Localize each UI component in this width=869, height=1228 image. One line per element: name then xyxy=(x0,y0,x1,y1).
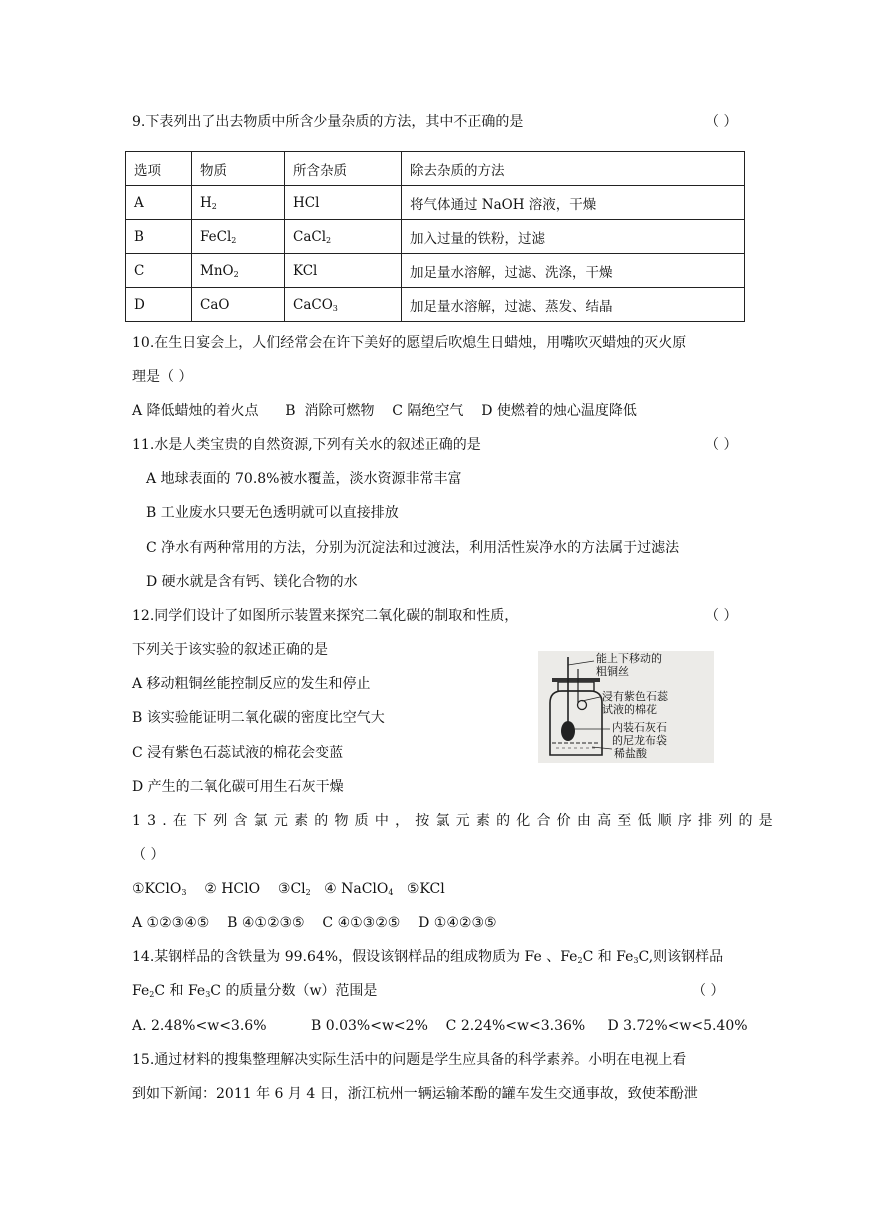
q12-option-a: A 移动粗铜丝能控制反应的发生和停止 xyxy=(132,676,371,692)
q11-option-c: C 净水有两种常用的方法，分别为沉淀法和过渡法，利用活性炭净水的方法属于过滤法 xyxy=(146,540,680,556)
q12-stem: 12.同学们设计了如图所示装置来探究二氧化碳的制取和性质， xyxy=(132,608,519,624)
table-row xyxy=(126,220,745,254)
row-impurity: CaCO$_3$ xyxy=(285,288,402,322)
q10-stem-line1: 10.在生日宴会上，人们经常会在许下美好的愿望后吹熄生日蜡烛，用嘴吹灭蜡烛的灭火原 xyxy=(132,335,687,351)
row-option: A xyxy=(126,186,192,220)
q12-stem-line2: 下列关于该实验的叙述正确的是 xyxy=(132,642,328,658)
q9-answer-paren: （ ） xyxy=(705,114,738,130)
q13-stem: 13.在下列含氯元素的物质中，按氯元素的化合价由高至低顺序排列的是 xyxy=(132,813,779,829)
q10-options: A 降低蜡烛的着火点 B 消除可燃物 C 隔绝空气 D 使燃着的烛心温度降低 xyxy=(132,403,637,419)
q12-option-c: C 浸有紫色石蕊试液的棉花会变蓝 xyxy=(132,745,344,761)
label-wire-2: 粗铜丝 xyxy=(596,665,629,678)
label-acid: 稀盐酸 xyxy=(614,747,647,760)
table-header-row xyxy=(126,152,745,186)
row-method: 加足量水溶解，过滤、蒸发、结晶 xyxy=(402,288,745,322)
limestone-bag xyxy=(561,721,575,741)
q11-option-a: A 地球表面的 70.8%被水覆盖，淡水资源非常丰富 xyxy=(146,471,462,487)
row-substance: MnO$_2$ xyxy=(192,254,285,288)
row-option: C xyxy=(126,254,192,288)
q10-stem-line2: 理是（ ） xyxy=(132,369,193,385)
header-method: 除去杂质的方法 xyxy=(402,152,745,186)
q13-answer-paren: （ ） xyxy=(132,847,165,863)
q12-answer-paren: （ ） xyxy=(705,608,738,624)
q11-option-d: D 硬水就是含有钙、镁化合物的水 xyxy=(146,574,358,590)
row-substance: $H_2$ xyxy=(192,186,285,220)
q14-answer-paren: （ ） xyxy=(692,983,725,999)
q9-stem: 9.下表列出了出去物质中所含少量杂质的方法，其中不正确的是 xyxy=(132,114,524,130)
q11-option-b: B 工业废水只要无色透明就可以直接排放 xyxy=(146,505,399,521)
q12-option-b: B 该实验能证明二氧化碳的密度比空气大 xyxy=(132,710,385,726)
q12-option-d: D 产生的二氧化碳可用生石灰干燥 xyxy=(132,779,344,795)
header-impurity: 所含杂质 xyxy=(285,152,402,186)
table-row xyxy=(126,254,745,288)
row-method: 加足量水溶解，过滤、洗涤，干燥 xyxy=(402,254,745,288)
row-method: 将气体通过 NaOH 溶液，干燥 xyxy=(402,186,745,220)
header-option: 选项 xyxy=(126,152,192,186)
row-substance: FeCl$_2$ xyxy=(192,220,285,254)
row-option: B xyxy=(126,220,192,254)
row-option: D xyxy=(126,288,192,322)
table-row xyxy=(126,288,745,322)
apparatus-figure xyxy=(538,651,714,763)
q13-substances: ①KClO$_3$ ② HClO $③Cl_2$ ④ NaClO$_4$ ⑤KCl xyxy=(132,881,445,897)
q11-answer-paren: （ ） xyxy=(705,437,738,453)
q9-table xyxy=(125,151,745,322)
row-impurity: HCl xyxy=(285,186,402,220)
label-bag-2: 的尼龙布袋 xyxy=(612,734,667,747)
q14-stem-line2: $Fe_2C$ 和 $Fe_3C$ 的质量分数（w）范围是 xyxy=(132,983,378,999)
q13-options: A ①②③④⑤ B ④①②③⑤ C ④①③②⑤ D ①④②③⑤ xyxy=(132,915,497,931)
q15-stem-line1: 15.通过材料的搜集整理解决实际生活中的问题是学生应具备的科学素养。小明在电视上看 xyxy=(132,1052,687,1068)
label-wire-1: 能上下移动的 xyxy=(596,652,662,665)
label-cotton-2: 试液的棉花 xyxy=(602,703,657,716)
q14-stem-line1: 14.某钢样品的含铁量为 99.64%，假设该钢样品的组成物质为 Fe 、$Fe_2C$ 和 $Fe_3C$,则该钢样品 xyxy=(132,949,724,965)
header-substance: 物质 xyxy=(192,152,285,186)
row-method: 加入过量的铁粉，过滤 xyxy=(402,220,745,254)
row-impurity: CaCl$_2$ xyxy=(285,220,402,254)
stopper xyxy=(552,678,600,682)
q15-stem-line2: 到如下新闻：2011 年 6 月 4 日，浙江杭州一辆运输苯酚的罐车发生交通事故，致使苯酚泄 xyxy=(132,1086,698,1102)
row-substance: CaO xyxy=(192,288,285,322)
label-bag-1: 内装石灰石 xyxy=(612,721,667,734)
label-cotton-1: 浸有紫色石蕊 xyxy=(602,690,668,703)
q14-options: A. 2.48%<w<3.6% B 0.03%<w<2% C 2.24%<w<3.36% D 3.72%<w<5.40% xyxy=(132,1018,748,1034)
q11-stem: 11.水是人类宝贵的自然资源,下列有关水的叙述正确的是 xyxy=(132,437,481,453)
row-impurity: KCl xyxy=(285,254,402,288)
table-row xyxy=(126,186,745,220)
